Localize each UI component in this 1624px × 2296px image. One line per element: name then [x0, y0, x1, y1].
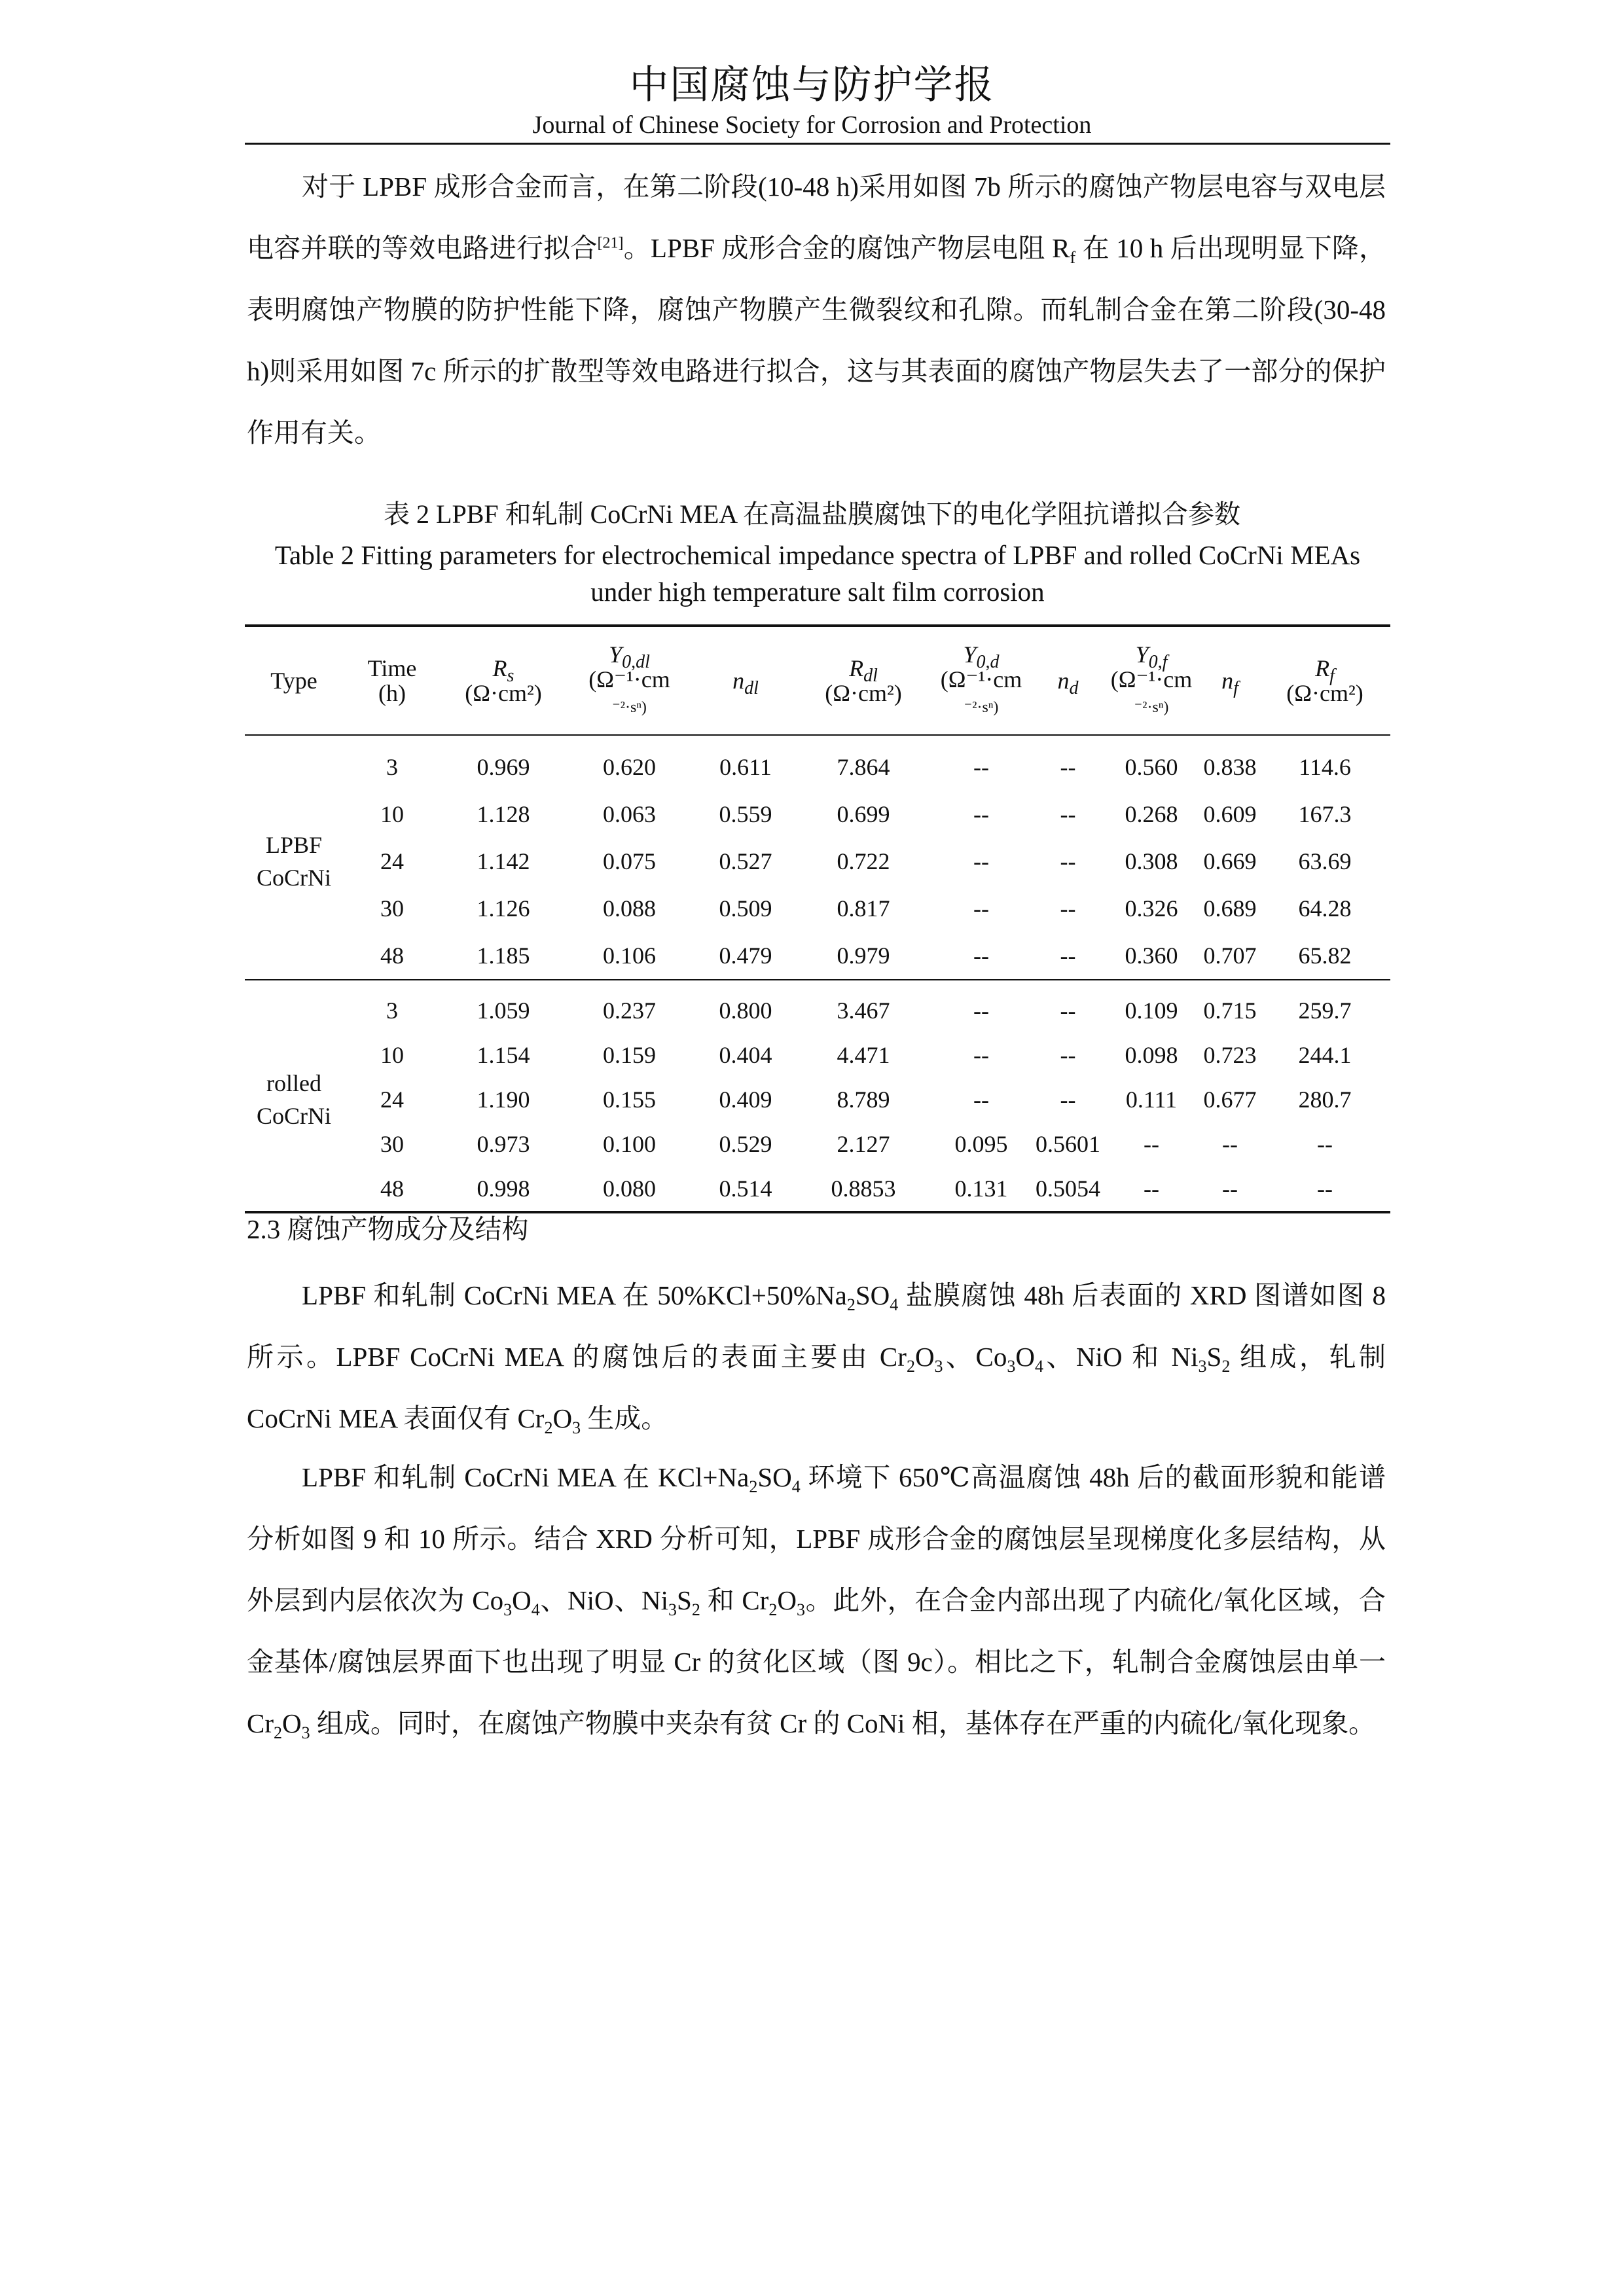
- table-cell: 2.127: [837, 1131, 890, 1157]
- table-caption-en: Table 2 Fitting parameters for electrochemical impedance spectra of LPBF and rolled CoCrNi MEAs under high temperature salt film corrosion: [274, 540, 1361, 607]
- table-cell: 0.669: [1203, 848, 1257, 874]
- table-cell: 0.699: [837, 801, 890, 827]
- table-cell: --: [973, 848, 989, 874]
- table-cell: 0.106: [566, 932, 693, 980]
- table-cell: 1.059: [477, 997, 530, 1024]
- table-cell: 0.559: [719, 801, 772, 827]
- table-cell: --: [929, 932, 1034, 980]
- table-cell: --: [1317, 1131, 1333, 1157]
- table-cell: 0.677: [1203, 1086, 1257, 1113]
- header-nf: $n_f$: [1200, 626, 1259, 735]
- table-cell: 0.689: [1203, 895, 1257, 922]
- table-cell: 0.609: [1203, 801, 1257, 827]
- table-cell: 259.7: [1298, 997, 1352, 1024]
- header-rdl: $R_{dl}$ (Ω·cm²): [798, 626, 929, 735]
- journal-title-en: Journal of Chinese Society for Corrosion and Protection: [532, 111, 1092, 139]
- table-cell: 0.800: [719, 997, 772, 1024]
- table-cell: --: [1060, 848, 1076, 874]
- group-label: LPBF CoCrNi: [245, 735, 343, 980]
- table-cell: 0.326: [1125, 895, 1178, 922]
- header-y0f: $Y_{0,f}$ (Ω⁻¹·cm ⁻²·sⁿ): [1102, 626, 1200, 735]
- table-cell: 0.8853: [798, 1166, 929, 1212]
- table-cell: 0.109: [1125, 997, 1178, 1024]
- table-cell: 0.088: [603, 895, 656, 922]
- table-cell: 8.789: [837, 1086, 890, 1113]
- table-cell: 0.620: [603, 754, 656, 780]
- table-cell: 0.409: [719, 1086, 772, 1113]
- table-cell: --: [1060, 754, 1076, 780]
- table-cell: --: [973, 754, 989, 780]
- header-rs: $R_s$ (Ω·cm²): [441, 626, 566, 735]
- table-cell: --: [1259, 1166, 1390, 1212]
- table-cell: 10: [380, 801, 404, 827]
- table-cell: --: [973, 1086, 989, 1113]
- table-cell: 0.817: [837, 895, 890, 922]
- table-caption-cn: 表 2 LPBF 和轧制 CoCrNi MEA 在高温盐膜腐蚀下的电化学阻抗谱拟合参数: [384, 499, 1240, 529]
- table-cell: 0.973: [477, 1131, 530, 1157]
- table-row: [245, 980, 1390, 1033]
- table-row: [245, 1033, 1390, 1077]
- table-cell: 3: [386, 997, 398, 1024]
- table-cell: 1.154: [477, 1042, 530, 1068]
- table-cell: 0.404: [719, 1042, 772, 1068]
- table-cell: 1.142: [477, 848, 530, 874]
- header-ndl: $n_{dl}$: [693, 626, 798, 735]
- header-rule: [245, 143, 1390, 145]
- table-cell: 0.722: [837, 848, 890, 874]
- table-cell: 0.611: [719, 754, 772, 780]
- table-cell: 0.979: [798, 932, 929, 980]
- table-cell: 0.268: [1125, 801, 1178, 827]
- table-cell: --: [973, 997, 989, 1024]
- table-cell: --: [1200, 1166, 1259, 1212]
- table-cell: 0.479: [693, 932, 798, 980]
- table-cell: 24: [380, 1086, 404, 1113]
- table-cell: 30: [380, 1131, 404, 1157]
- table-cell: 63.69: [1298, 848, 1352, 874]
- table-cell: 114.6: [1299, 754, 1351, 780]
- table-row: [245, 1122, 1390, 1166]
- table-cell: 1.185: [441, 932, 566, 980]
- table-cell: --: [1060, 1086, 1076, 1113]
- table-cell: 0.155: [603, 1086, 656, 1113]
- table-cell: --: [1102, 1166, 1200, 1212]
- table-cell: 0.969: [477, 754, 530, 780]
- group-label: rolled CoCrNi: [245, 980, 343, 1212]
- table-cell: 0.715: [1203, 997, 1257, 1024]
- table-cell: 0.509: [719, 895, 772, 922]
- table-cell: 0.5601: [1036, 1131, 1100, 1157]
- table-row: [245, 885, 1390, 932]
- table-row: [245, 1166, 1390, 1212]
- table-cell: --: [1222, 1131, 1238, 1157]
- paragraph-3: LPBF 和轧制 CoCrNi MEA 在 $KCl+Na_2SO_4$ 环境下 650℃高温腐蚀 48h 后的截面形貌和能谱分析如图 9 和 10 所示。结合 XRD 分析可知，LPBF 成形合金的腐蚀层呈现梯度化多层结构，从外层到内层依次为 $Co_3O_4$、NiO、$Ni_3S_2$ 和 $Cr_2O_3$。此外，在合金内部出现了内硫化/氧化区域，合金基体/腐蚀层界面下也出现了明显 Cr 的贫化区域（图 9c）。相比之下，轧制合金腐蚀层由单一 $Cr_2O_3$ 组成。同时，在腐蚀产物膜中夹杂有贫 Cr 的 CoNi 相，基体存在严重的内硫化/氧化现象。: [247, 1462, 1386, 1743]
- header-rf: $R_f$ (Ω·cm²): [1259, 626, 1390, 735]
- journal-title-cn: 中国腐蚀与防护学报: [629, 63, 995, 107]
- section-heading: 2.3 腐蚀产物成分及结构: [247, 1214, 529, 1244]
- table-cell: 1.128: [477, 801, 530, 827]
- table-row: [245, 735, 1390, 791]
- table-cell: 0.131: [929, 1166, 1034, 1212]
- table-cell: 30: [380, 895, 404, 922]
- header-nd: $n_d$: [1034, 626, 1102, 735]
- table-cell: 0.527: [719, 848, 772, 874]
- paragraph-2: LPBF 和轧制 CoCrNi MEA 在 $50\%KCl+50\%Na_2SO_4$ 盐膜腐蚀 48h 后表面的 XRD 图谱如图 8 所示。LPBF CoCrNi MEA 的腐蚀后的表面主要由 $Cr_2O_3$、$Co_3O_4$、NiO 和 $Ni_3S_2$ 组成，轧制 CoCrNi MEA 表面仅有 $Cr_2O_3$ 生成。: [247, 1280, 1386, 1438]
- table-cell: 0.075: [603, 848, 656, 874]
- table-cell: 0.308: [1125, 848, 1178, 874]
- table-cell: 0.707: [1200, 932, 1259, 980]
- table-cell: 280.7: [1298, 1086, 1352, 1113]
- table-cell: 3: [386, 754, 398, 780]
- table-cell: 64.28: [1298, 895, 1352, 922]
- table-cell: --: [973, 895, 989, 922]
- table-cell: --: [1034, 932, 1102, 980]
- table-cell: 0.360: [1102, 932, 1200, 980]
- header-y0d: $Y_{0,d}$ (Ω⁻¹·cm ⁻²·sⁿ): [929, 626, 1034, 735]
- table-cell: 10: [380, 1042, 404, 1068]
- table-cell: 0.723: [1203, 1042, 1257, 1068]
- table-cell: 0.111: [1125, 1086, 1178, 1113]
- table-cell: 0.529: [719, 1131, 772, 1157]
- table-cell: 244.1: [1298, 1042, 1352, 1068]
- table-cell: 65.82: [1259, 932, 1390, 980]
- table-cell: 48: [343, 932, 441, 980]
- table-cell: 7.864: [837, 754, 890, 780]
- table-cell: 24: [380, 848, 404, 874]
- header-time: Time (h): [343, 626, 441, 735]
- table-cell: 0.080: [566, 1166, 693, 1212]
- table-cell: 0.100: [603, 1131, 656, 1157]
- table-cell: 0.095: [954, 1131, 1008, 1157]
- table-cell: 0.5054: [1034, 1166, 1102, 1212]
- table-cell: 1.126: [477, 895, 530, 922]
- table-cell: --: [1060, 801, 1076, 827]
- table-cell: --: [973, 1042, 989, 1068]
- header-y0dl: $Y_{0,dl}$ (Ω⁻¹·cm ⁻²·sⁿ): [566, 626, 693, 735]
- table-cell: 0.237: [603, 997, 656, 1024]
- table-cell: --: [1060, 997, 1076, 1024]
- table-cell: 0.838: [1203, 754, 1257, 780]
- table-row: [245, 838, 1390, 885]
- table-row: [245, 1077, 1390, 1122]
- table-cell: 167.3: [1298, 801, 1352, 827]
- table-cell: 0.998: [441, 1166, 566, 1212]
- header-type: Type: [245, 626, 343, 735]
- table-cell: --: [1144, 1131, 1159, 1157]
- paragraph-1: 对于 LPBF 成形合金而言，在第二阶段(10-48 h)采用如图 7b 所示的腐蚀产物层电容与双电层电容并联的等效电路进行拟合[21]。LPBF 成形合金的腐蚀产物层电阻 $R_f$ 在 10 h 后出现明显下降，表明腐蚀产物膜的防护性能下降，腐蚀产物膜产生微裂纹和孔隙。而轧制合金在第二阶段(30-48 h)则采用如图 7c 所示的扩散型等效电路进行拟合，这与其表面的腐蚀产物层失去了一部分的保护作用有关。: [247, 171, 1386, 448]
- eis-fitting-table: [245, 624, 1390, 1213]
- table-cell: --: [1060, 1042, 1076, 1068]
- table-row: [245, 791, 1390, 838]
- table-cell: 4.471: [837, 1042, 890, 1068]
- table-cell: 0.063: [603, 801, 656, 827]
- table-cell: --: [1060, 895, 1076, 922]
- table-cell: 48: [343, 1166, 441, 1212]
- table-cell: --: [973, 801, 989, 827]
- table-cell: 0.159: [603, 1042, 656, 1068]
- table-cell: 0.514: [693, 1166, 798, 1212]
- table-row: [245, 932, 1390, 980]
- table-cell: 1.190: [477, 1086, 530, 1113]
- table-cell: 0.098: [1125, 1042, 1178, 1068]
- table-cell: 0.560: [1125, 754, 1178, 780]
- table-cell: 3.467: [837, 997, 890, 1024]
